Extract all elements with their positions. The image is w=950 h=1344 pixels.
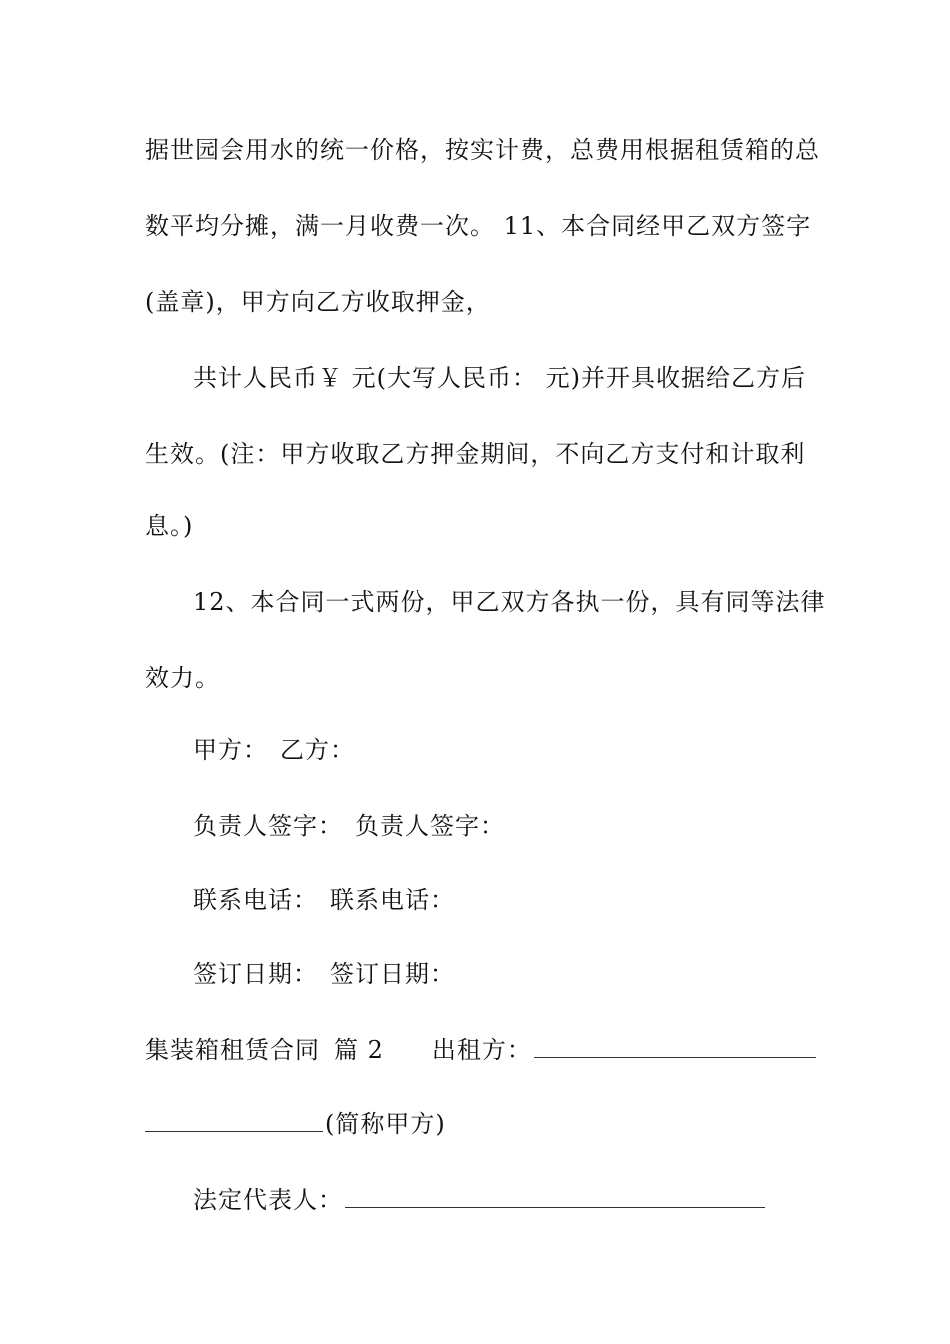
legal-rep-blank <box>345 1185 765 1208</box>
signature-party-line <box>193 730 858 770</box>
paragraph-line: 息。) <box>145 512 194 540</box>
contract2-header-line <box>145 1030 810 1070</box>
date-a-label: 签订日期： <box>193 960 318 988</box>
contract2-section: 篇 2 <box>334 1036 384 1064</box>
abbrev-line <box>145 1104 810 1144</box>
signature-signer-line <box>193 806 858 846</box>
date-b-label: 签订日期： <box>330 960 455 988</box>
signer-a-label: 负责人签字： <box>193 812 343 840</box>
paragraph-line: 效力。 <box>145 664 220 692</box>
paragraph-line: 数平均分摊，满一月收费一次。 11、本合同经甲乙双方签字 <box>145 212 812 240</box>
paragraph-line: 据世园会用水的统一价格，按实计费，总费用根据租赁箱的总 <box>145 136 820 164</box>
party-a-label: 甲方： <box>193 736 268 764</box>
lessor-blank <box>534 1035 816 1058</box>
lessor-name-blank <box>145 1109 323 1132</box>
lessor-label: 出租方： <box>431 1036 532 1064</box>
legal-rep-line <box>193 1180 858 1220</box>
phone-a-label: 联系电话： <box>193 886 318 914</box>
phone-b-label: 联系电话： <box>330 886 455 914</box>
signature-phone-line <box>193 880 858 920</box>
legal-rep-label: 法定代表人： <box>193 1186 343 1214</box>
paragraph-line: 12、本合同一式两份，甲乙双方各执一份，具有同等法律 <box>193 588 826 616</box>
signature-date-line <box>193 954 858 994</box>
contract2-title: 集装箱租赁合同 <box>145 1036 320 1064</box>
party-b-label: 乙方： <box>280 736 355 764</box>
paragraph-line: 共计人民币￥ 元(大写人民币： 元)并开具收据给乙方后 <box>193 364 806 392</box>
signer-b-label: 负责人签字： <box>355 812 505 840</box>
abbrev-text: (简称甲方) <box>325 1110 446 1138</box>
paragraph-line: (盖章)，甲方向乙方收取押金， <box>145 288 491 316</box>
paragraph-line: 生效。(注：甲方收取乙方押金期间，不向乙方支付和计取利 <box>145 440 806 468</box>
